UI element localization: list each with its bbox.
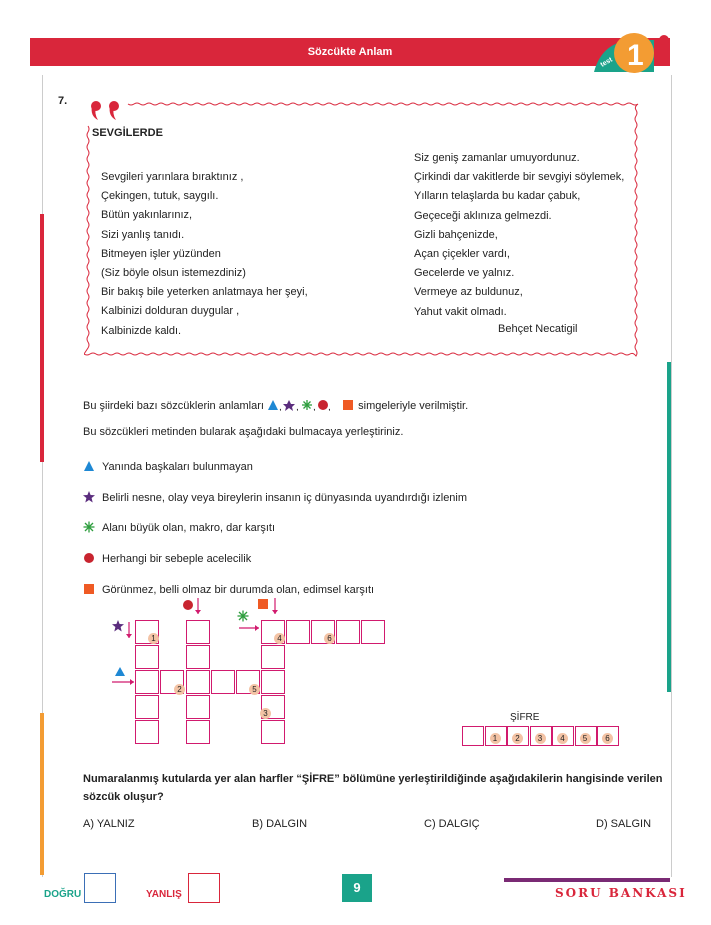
intro-symbols	[267, 399, 355, 414]
crossword-cell[interactable]	[186, 620, 210, 644]
clue-item	[83, 488, 467, 506]
poem-line: Bir bakış bile yeterken anlatmaya her şeyi,	[101, 286, 308, 299]
option-c[interactable]: C) DALGIÇ	[424, 818, 480, 830]
sifre-number: 1	[490, 733, 501, 744]
crossword-cell[interactable]	[135, 645, 159, 669]
crossword-cell[interactable]	[135, 670, 159, 694]
poem-author: Behçet Necatigil	[498, 323, 578, 335]
crossword-cell[interactable]	[361, 620, 385, 644]
sifre-cell[interactable]	[462, 726, 484, 746]
circle-marker	[182, 598, 204, 616]
badge-number: 1	[627, 39, 644, 72]
cell-number: 3	[260, 708, 271, 719]
instruction-text: Bu sözcükleri metinden bularak aşağıdaki bulmacaya yerleştiriniz.	[83, 426, 404, 438]
sifre-number: 2	[512, 733, 523, 744]
page-title: Sözcükte Anlam	[307, 46, 393, 58]
poem-line: Bütün yakınlarınız,	[101, 209, 193, 222]
poem-title: SEVGİLERDE	[92, 127, 163, 139]
poem-line: Gecelerde ve yalnız.	[414, 267, 515, 280]
poem-line: Kalbinizde kaldı.	[101, 324, 182, 337]
clue-text: Yanında başkaları bulunmayan	[102, 461, 253, 473]
sifre-number: 4	[557, 733, 568, 744]
poem-line: Gizli bahçenizde,	[414, 228, 498, 241]
clue-text: Görünmez, belli olmaz bir durumda olan, edimsel karşıtı	[102, 584, 375, 596]
poem-right-column	[414, 149, 624, 322]
crossword-cell[interactable]	[261, 645, 285, 669]
poem-line: Vermeye az buldunuz,	[414, 286, 523, 299]
cell-number: 2	[174, 684, 185, 695]
crossword-cell[interactable]	[186, 720, 210, 744]
clue-item	[83, 457, 253, 475]
sifre-number: 6	[602, 733, 613, 744]
crossword-cell[interactable]	[336, 620, 360, 644]
star-marker	[112, 620, 134, 640]
asterisk-icon	[302, 400, 312, 410]
clue-item	[83, 580, 374, 598]
square-icon	[83, 583, 95, 595]
crossword-cell[interactable]	[286, 620, 310, 644]
crossword-cell[interactable]	[135, 695, 159, 719]
poem-line: Yılların telaşlarda bu kadar çabuk,	[414, 190, 581, 203]
poem-line: Çekingen, tutuk, saygılı.	[101, 190, 219, 203]
clue-text: Herhangi bir sebeple acelecilik	[102, 553, 252, 565]
cell-number: 5	[249, 684, 260, 695]
sifre-cell[interactable]	[575, 726, 597, 746]
side-accent-green	[667, 362, 671, 692]
crossword-cell[interactable]	[261, 720, 285, 744]
crossword-cell[interactable]	[261, 670, 285, 694]
yanlis-label: YANLIŞ	[146, 889, 182, 900]
footer-line	[504, 878, 670, 882]
cell-number: 4	[274, 633, 285, 644]
poem-line: Açan çiçekler vardı,	[414, 248, 510, 261]
intro-text	[83, 399, 468, 414]
crossword-cell[interactable]	[211, 670, 235, 694]
poem-line: Kalbinizi dolduran duygular ,	[101, 305, 240, 318]
intro-part1: Bu şiirdeki bazı sözcüklerin anlamları	[83, 400, 264, 412]
option-d[interactable]: D) SALGIN	[596, 818, 652, 830]
poem-line: Sevgileri yarınlara bıraktınız ,	[101, 171, 244, 183]
triangle-marker	[112, 666, 136, 686]
sifre-cell[interactable]	[597, 726, 619, 746]
brand-label: SORU BANKASI	[555, 886, 687, 900]
sifre-cell[interactable]	[552, 726, 574, 746]
poem-line: Geçeceği aklınıza gelmezdi.	[414, 209, 552, 222]
svg-text:,: ,	[313, 402, 316, 411]
svg-text:,: ,	[296, 402, 299, 411]
clue-text: Belirli nesne, olay veya bireylerin insanın iç dünyasında uyandırdığı izlenim	[102, 492, 468, 504]
crossword-cell[interactable]	[186, 670, 210, 694]
poem-line: (Siz böyle olsun istemezdiniz)	[101, 267, 246, 280]
cell-number: 1	[148, 633, 159, 644]
poem-line: Sizi yanlış tanıdı.	[101, 228, 185, 241]
quote-icon	[91, 101, 119, 120]
poem-line: Siz geniş zamanlar umuyordunuz.	[414, 152, 580, 164]
poem-line: Çirkindi dar vakitlerde bir sevgiyi söylemek,	[414, 171, 625, 184]
test-badge	[592, 32, 670, 74]
dogru-box[interactable]	[84, 873, 116, 903]
question-number: 7.	[58, 95, 68, 107]
circle-icon	[83, 552, 95, 564]
option-a[interactable]: A) YALNIZ	[83, 818, 135, 830]
poem-line: Bitmeyen işler yüzünden	[101, 247, 221, 260]
intro-part2: simgeleriyle verilmiştir.	[358, 400, 469, 412]
star-icon	[83, 491, 95, 503]
asterisk-marker	[237, 610, 261, 632]
poem-left-column	[101, 168, 308, 341]
sifre-number: 5	[580, 733, 591, 744]
page-number: 9	[342, 874, 372, 902]
clue-item	[83, 549, 251, 567]
cell-number: 6	[324, 633, 335, 644]
sifre-number: 3	[535, 733, 546, 744]
crossword-cell[interactable]	[186, 695, 210, 719]
side-accent-orange	[40, 713, 44, 875]
circle-icon	[318, 400, 328, 410]
svg-text:,: ,	[328, 402, 331, 411]
badge-prefix: test	[599, 56, 614, 69]
clue-text: Alanı büyük olan, makro, dar karşıtı	[102, 522, 276, 534]
crossword-cell[interactable]	[186, 645, 210, 669]
question-prompt: Numaralanmış kutularda yer alan harfler “ŞİFRE” bölümüne yerleştirildiğinde aşağıdakilerin hangisinde verilen sözcük oluşur?	[83, 773, 663, 803]
crossword-cell[interactable]	[135, 720, 159, 744]
side-accent-red	[40, 214, 44, 462]
sifre-cell[interactable]	[485, 726, 507, 746]
clue-item	[83, 518, 275, 536]
asterisk-icon	[83, 521, 95, 533]
dogru-label: DOĞRU	[44, 889, 82, 900]
triangle-icon	[83, 460, 95, 472]
option-b[interactable]: B) DALGIN	[252, 818, 308, 830]
triangle-icon	[268, 400, 278, 410]
poem-line: Yahut vakit olmadı.	[414, 305, 507, 318]
sifre-cell[interactable]	[507, 726, 529, 746]
sifre-label: ŞİFRE	[510, 712, 540, 723]
square-icon	[343, 400, 353, 410]
sifre-cell[interactable]	[530, 726, 552, 746]
star-icon	[283, 400, 295, 411]
svg-text:,: ,	[279, 402, 282, 411]
yanlis-box[interactable]	[188, 873, 220, 903]
